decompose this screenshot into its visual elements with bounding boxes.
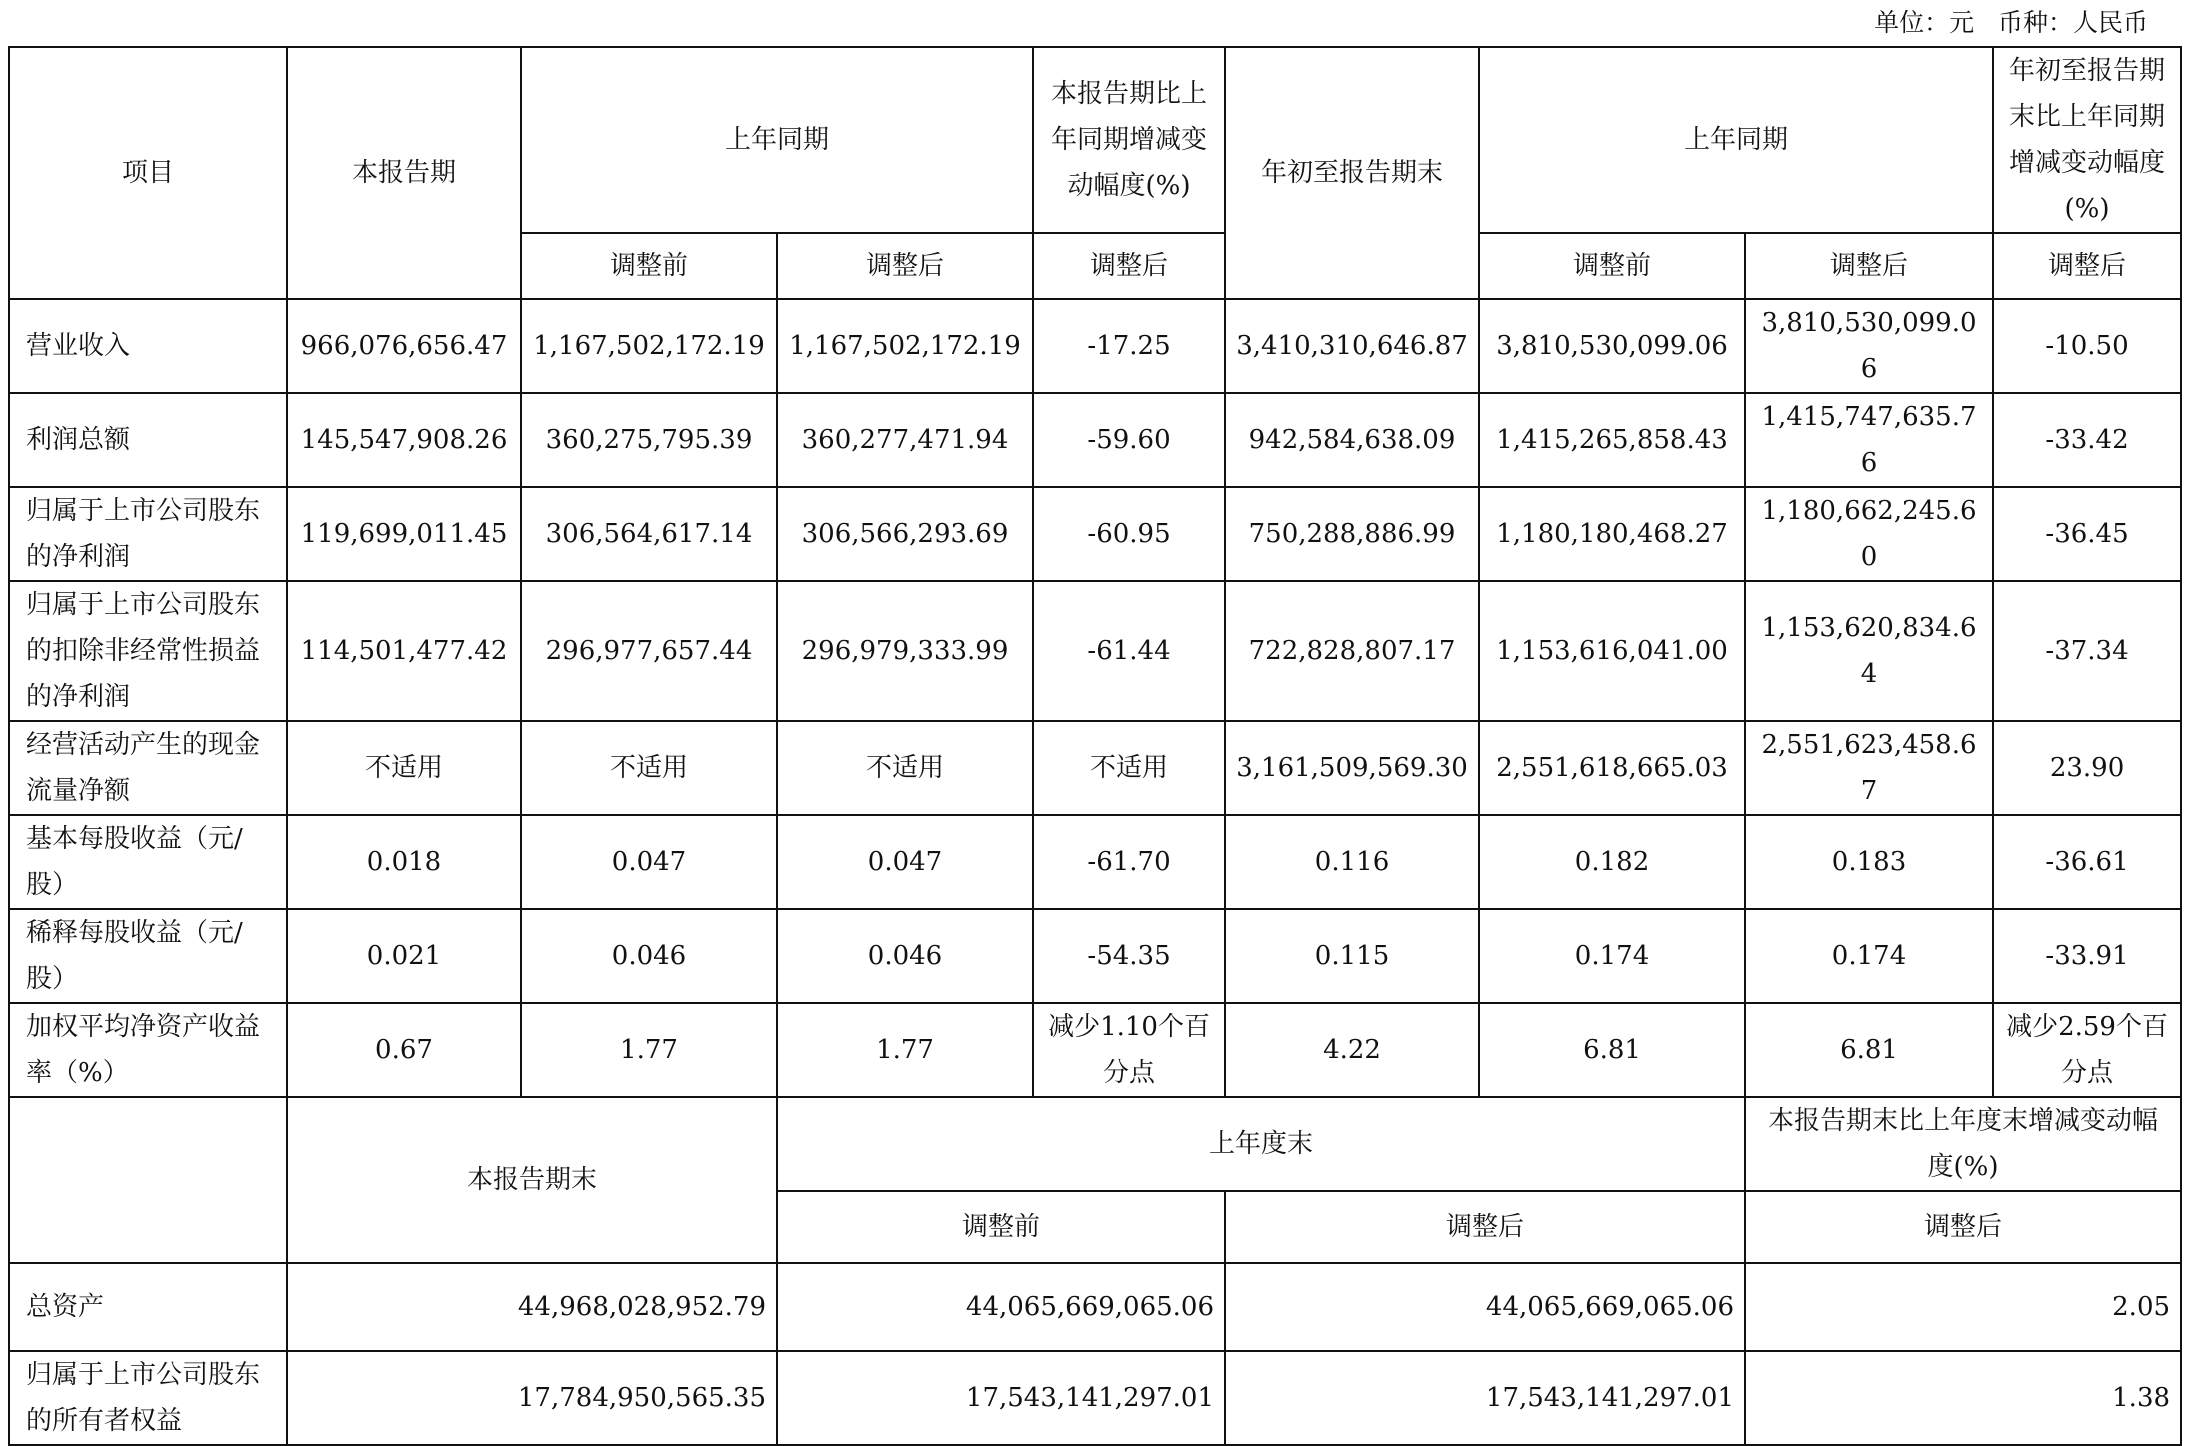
cell-change: -61.44: [1033, 581, 1225, 721]
cell-ytd: 722,828,807.17: [1225, 581, 1479, 721]
balance-header-after-adjust: 调整后: [1225, 1191, 1745, 1263]
cell-ytd-prev-before: 6.81: [1479, 1003, 1745, 1097]
header-current-period: 本报告期: [287, 47, 521, 299]
cell-change: 1.38: [1745, 1351, 2181, 1445]
table-row-weighted-roe: [9, 1003, 2181, 1097]
cell-ytd-prev-after: 6.81: [1745, 1003, 1993, 1097]
header-prior-year-same-period-2: 上年同期: [1479, 47, 1993, 233]
cell-ytd-prev-after: 1,153,620,834.64: [1745, 581, 1993, 721]
table-row-basic-eps: [9, 815, 2181, 909]
table-row-shareholders-equity: [9, 1351, 2181, 1445]
cell-prior-before: 44,065,669,065.06: [777, 1263, 1225, 1351]
cell-ytd: 3,410,310,646.87: [1225, 299, 1479, 393]
cell-change: 减少1.10个百分点: [1033, 1003, 1225, 1097]
table-row-total-profit: [9, 393, 2181, 487]
cell-ytd: 750,288,886.99: [1225, 487, 1479, 581]
table-row-net-profit: [9, 487, 2181, 581]
header-after-adjust-ytd-change: 调整后: [1993, 233, 2181, 299]
cell-ytd: 3,161,509,569.30: [1225, 721, 1479, 815]
cell-prior-after: 17,543,141,297.01: [1225, 1351, 1745, 1445]
header-after-adjust-change: 调整后: [1033, 233, 1225, 299]
cell-ytd-change: -10.50: [1993, 299, 2181, 393]
cell-current: 119,699,011.45: [287, 487, 521, 581]
cell-period-end: 17,784,950,565.35: [287, 1351, 777, 1445]
header-row-1: [9, 47, 2181, 233]
cell-prev-before: 1,167,502,172.19: [521, 299, 777, 393]
cell-ytd-change: -33.91: [1993, 909, 2181, 1003]
cell-change: -60.95: [1033, 487, 1225, 581]
balance-header-before-adjust: 调整前: [777, 1191, 1225, 1263]
cell-prev-before: 1.77: [521, 1003, 777, 1097]
cell-prev-after: 0.046: [777, 909, 1033, 1003]
cell-ytd-prev-after: 0.174: [1745, 909, 1993, 1003]
cell-prior-before: 17,543,141,297.01: [777, 1351, 1225, 1445]
balance-header-row-1: [9, 1097, 2181, 1191]
cell-ytd-prev-before: 0.182: [1479, 815, 1745, 909]
financial-summary-table: [8, 46, 2182, 1446]
header-before-adjust-ytd: 调整前: [1479, 233, 1745, 299]
balance-header-prior-year-end: 上年度末: [777, 1097, 1745, 1191]
cell-prev-before: 360,275,795.39: [521, 393, 777, 487]
cell-current: 0.021: [287, 909, 521, 1003]
table-row-net-profit-excl-nonrecurring: [9, 581, 2181, 721]
header-change-current: 本报告期比上年同期增减变动幅度(%): [1033, 47, 1225, 233]
cell-prev-before: 296,977,657.44: [521, 581, 777, 721]
row-label: 营业收入: [9, 299, 287, 393]
balance-header-change: 本报告期末比上年度末增减变动幅度(%): [1745, 1097, 2181, 1191]
cell-ytd-change: -33.42: [1993, 393, 2181, 487]
cell-current: 0.018: [287, 815, 521, 909]
cell-current: 966,076,656.47: [287, 299, 521, 393]
cell-ytd-prev-before: 3,810,530,099.06: [1479, 299, 1745, 393]
header-ytd: 年初至报告期末: [1225, 47, 1479, 299]
table-row-revenue: [9, 299, 2181, 393]
row-label: 总资产: [9, 1263, 287, 1351]
cell-current: 0.67: [287, 1003, 521, 1097]
cell-current: 145,547,908.26: [287, 393, 521, 487]
row-label: 利润总额: [9, 393, 287, 487]
cell-ytd-change: 23.90: [1993, 721, 2181, 815]
cell-prev-before: 0.047: [521, 815, 777, 909]
row-label: 归属于上市公司股东的净利润: [9, 487, 287, 581]
cell-ytd-prev-after: 2,551,623,458.67: [1745, 721, 1993, 815]
header-prior-year-same-period: 上年同期: [521, 47, 1033, 233]
cell-ytd: 0.116: [1225, 815, 1479, 909]
cell-prev-after: 296,979,333.99: [777, 581, 1033, 721]
row-label: 稀释每股收益（元/股）: [9, 909, 287, 1003]
cell-change: -54.35: [1033, 909, 1225, 1003]
row-label: 归属于上市公司股东的扣除非经常性损益的净利润: [9, 581, 287, 721]
cell-change: -61.70: [1033, 815, 1225, 909]
cell-prev-after: 360,277,471.94: [777, 393, 1033, 487]
row-label: 归属于上市公司股东的所有者权益: [9, 1351, 287, 1445]
cell-prev-before: 0.046: [521, 909, 777, 1003]
cell-ytd-prev-before: 1,153,616,041.00: [1479, 581, 1745, 721]
cell-prev-after: 不适用: [777, 721, 1033, 815]
row-label: 经营活动产生的现金流量净额: [9, 721, 287, 815]
cell-prev-before: 不适用: [521, 721, 777, 815]
cell-change: 2.05: [1745, 1263, 2181, 1351]
cell-ytd-prev-after: 3,810,530,099.06: [1745, 299, 1993, 393]
cell-ytd-prev-before: 1,180,180,468.27: [1479, 487, 1745, 581]
balance-header-after-adjust-change: 调整后: [1745, 1191, 2181, 1263]
cell-ytd-prev-after: 1,180,662,245.60: [1745, 487, 1993, 581]
cell-ytd-prev-before: 2,551,618,665.03: [1479, 721, 1745, 815]
unit-currency-note: 单位：元 币种：人民币: [1874, 8, 2148, 37]
row-label: 基本每股收益（元/股）: [9, 815, 287, 909]
cell-prev-after: 1,167,502,172.19: [777, 299, 1033, 393]
cell-ytd: 4.22: [1225, 1003, 1479, 1097]
cell-prev-after: 306,566,293.69: [777, 487, 1033, 581]
cell-prev-before: 306,564,617.14: [521, 487, 777, 581]
balance-header-period-end: 本报告期末: [287, 1097, 777, 1263]
header-change-ytd: 年初至报告期末比上年同期增减变动幅度(%): [1993, 47, 2181, 233]
cell-current: 不适用: [287, 721, 521, 815]
cell-prev-after: 1.77: [777, 1003, 1033, 1097]
cell-ytd-change: -37.34: [1993, 581, 2181, 721]
header-after-adjust: 调整后: [777, 233, 1033, 299]
cell-current: 114,501,477.42: [287, 581, 521, 721]
cell-ytd: 0.115: [1225, 909, 1479, 1003]
cell-ytd: 942,584,638.09: [1225, 393, 1479, 487]
header-before-adjust: 调整前: [521, 233, 777, 299]
cell-change: 不适用: [1033, 721, 1225, 815]
table-row-operating-cash-flow: [9, 721, 2181, 815]
table-row-diluted-eps: [9, 909, 2181, 1003]
header-item: 项目: [9, 47, 287, 299]
cell-ytd-change: -36.61: [1993, 815, 2181, 909]
cell-ytd-prev-before: 1,415,265,858.43: [1479, 393, 1745, 487]
cell-change: -59.60: [1033, 393, 1225, 487]
cell-ytd-prev-after: 0.183: [1745, 815, 1993, 909]
table-row-total-assets: [9, 1263, 2181, 1351]
cell-prior-after: 44,065,669,065.06: [1225, 1263, 1745, 1351]
cell-period-end: 44,968,028,952.79: [287, 1263, 777, 1351]
cell-ytd-change: 减少2.59个百分点: [1993, 1003, 2181, 1097]
cell-change: -17.25: [1033, 299, 1225, 393]
cell-prev-after: 0.047: [777, 815, 1033, 909]
balance-header-blank: [9, 1097, 287, 1263]
header-after-adjust-ytd: 调整后: [1745, 233, 1993, 299]
cell-ytd-change: -36.45: [1993, 487, 2181, 581]
cell-ytd-prev-before: 0.174: [1479, 909, 1745, 1003]
cell-ytd-prev-after: 1,415,747,635.76: [1745, 393, 1993, 487]
row-label: 加权平均净资产收益率（%）: [9, 1003, 287, 1097]
